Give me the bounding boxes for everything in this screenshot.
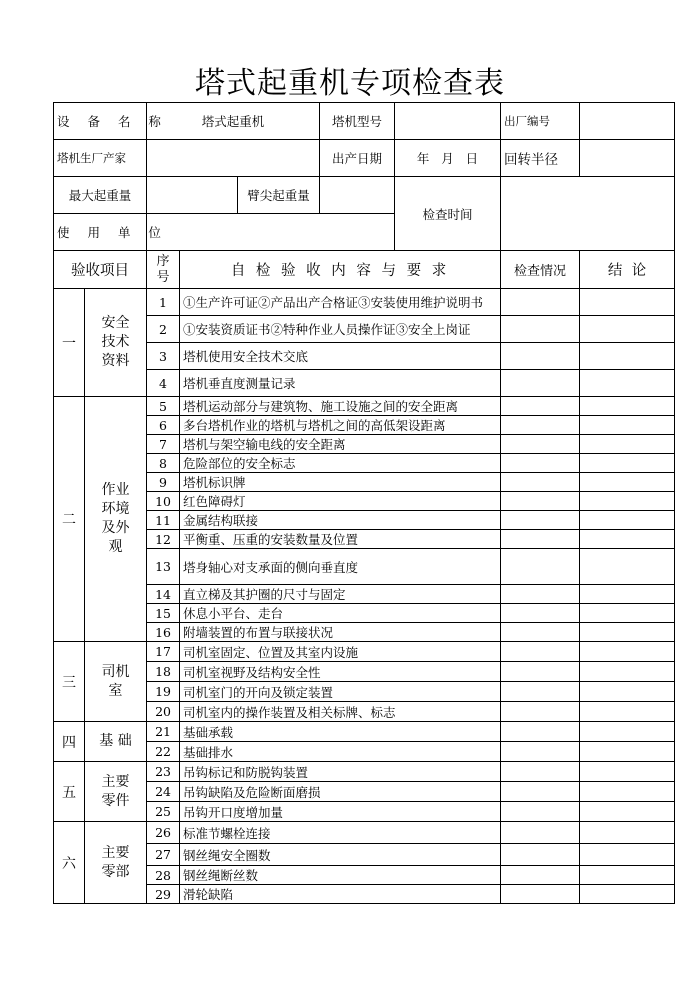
row-seq: 23	[147, 762, 180, 782]
row-conclusion-cell[interactable]	[580, 370, 675, 397]
row-requirement: 钢丝绳断丝数	[180, 866, 501, 885]
col-seq-header: 序号	[147, 251, 180, 289]
row-status-cell[interactable]	[501, 844, 580, 866]
row-conclusion-cell[interactable]	[580, 473, 675, 492]
row-requirement: 直立梯及其护圈的尺寸与固定	[180, 585, 501, 604]
row-status-cell[interactable]	[501, 604, 580, 623]
inspection-time-value[interactable]	[501, 177, 675, 251]
row-requirement: 塔机垂直度测量记录	[180, 370, 501, 397]
row-conclusion-cell[interactable]	[580, 623, 675, 642]
row-seq: 10	[147, 492, 180, 511]
row-status-cell[interactable]	[501, 511, 580, 530]
group-number: 一	[54, 289, 85, 397]
row-seq: 7	[147, 435, 180, 454]
row-seq: 20	[147, 702, 180, 722]
row-status-cell[interactable]	[501, 416, 580, 435]
table-row	[54, 416, 675, 435]
row-conclusion-cell[interactable]	[580, 844, 675, 866]
row-seq: 19	[147, 682, 180, 702]
row-conclusion-cell[interactable]	[580, 885, 675, 904]
table-row	[54, 623, 675, 642]
production-date-label: 出产日期	[320, 140, 395, 177]
row-requirement: 塔机标识牌	[180, 473, 501, 492]
equipment-name-label: 设 备 名 称	[54, 103, 147, 140]
row-status-cell[interactable]	[501, 454, 580, 473]
row-conclusion-cell[interactable]	[580, 511, 675, 530]
group-name: 主要零件	[85, 762, 147, 822]
production-date-value[interactable]: 年 月 日	[395, 140, 501, 177]
row-conclusion-cell[interactable]	[580, 492, 675, 511]
inspection-table	[53, 102, 675, 904]
row-requirement: 塔身轴心对支承面的侧向垂直度	[180, 549, 501, 585]
row-requirement: 危险部位的安全标志	[180, 454, 501, 473]
row-conclusion-cell[interactable]	[580, 662, 675, 682]
row-status-cell[interactable]	[501, 642, 580, 662]
table-row	[54, 662, 675, 682]
row-conclusion-cell[interactable]	[580, 316, 675, 343]
table-row	[54, 473, 675, 492]
col-content-header: 自 检 验 收 内 容 与 要 求	[180, 251, 501, 289]
group-name: 基 础	[85, 722, 147, 762]
row-seq: 12	[147, 530, 180, 549]
row-seq: 6	[147, 416, 180, 435]
row-status-cell[interactable]	[501, 492, 580, 511]
row-requirement: ①生产许可证②产品出产合格证③安装使用维护说明书	[180, 289, 501, 316]
row-conclusion-cell[interactable]	[580, 435, 675, 454]
row-status-cell[interactable]	[501, 530, 580, 549]
row-conclusion-cell[interactable]	[580, 397, 675, 416]
table-row	[54, 802, 675, 822]
row-seq: 15	[147, 604, 180, 623]
row-requirement: 司机室固定、位置及其室内设施	[180, 642, 501, 662]
row-conclusion-cell[interactable]	[580, 549, 675, 585]
group-number: 三	[54, 642, 85, 722]
row-status-cell[interactable]	[501, 782, 580, 802]
tip-load-label: 臂尖起重量	[238, 177, 320, 214]
user-unit-value[interactable]	[147, 214, 395, 251]
group-name: 作业环境及外观	[85, 397, 147, 642]
row-requirement: 吊钩开口度增加量	[180, 802, 501, 822]
row-status-cell[interactable]	[501, 702, 580, 722]
table-row	[54, 822, 675, 844]
table-row	[54, 604, 675, 623]
table-row	[54, 642, 675, 662]
row-requirement: 司机室门的开向及锁定装置	[180, 682, 501, 702]
row-requirement: 附墙装置的布置与联接状况	[180, 623, 501, 642]
row-status-cell[interactable]	[501, 473, 580, 492]
row-conclusion-cell[interactable]	[580, 802, 675, 822]
equipment-name-value[interactable]: 塔式起重机	[147, 103, 320, 140]
row-requirement: 基础承载	[180, 722, 501, 742]
row-conclusion-cell[interactable]	[580, 742, 675, 762]
col-status-header: 检查情况	[501, 251, 580, 289]
table-row	[54, 782, 675, 802]
row-conclusion-cell[interactable]	[580, 343, 675, 370]
group-name: 主要零部	[85, 822, 147, 904]
manufacturer-value[interactable]	[147, 140, 320, 177]
model-value[interactable]	[395, 103, 501, 140]
table-row	[54, 722, 675, 742]
row-conclusion-cell[interactable]	[580, 682, 675, 702]
table-row	[54, 885, 675, 904]
factory-no-label: 出厂编号	[501, 103, 580, 140]
table-row	[54, 370, 675, 397]
row-seq: 3	[147, 343, 180, 370]
table-row	[54, 549, 675, 585]
row-seq: 16	[147, 623, 180, 642]
row-requirement: ①安装资质证书②特种作业人员操作证③安全上岗证	[180, 316, 501, 343]
table-row	[54, 289, 675, 316]
inspection-time-label: 检查时间	[395, 177, 501, 251]
row-seq: 29	[147, 885, 180, 904]
row-status-cell[interactable]	[501, 866, 580, 885]
row-status-cell[interactable]	[501, 742, 580, 762]
row-status-cell[interactable]	[501, 885, 580, 904]
table-row	[54, 844, 675, 866]
row-seq: 24	[147, 782, 180, 802]
table-row	[54, 511, 675, 530]
row-seq: 11	[147, 511, 180, 530]
row-status-cell[interactable]	[501, 722, 580, 742]
row-seq: 5	[147, 397, 180, 416]
max-load-label: 最大起重量	[54, 177, 147, 214]
row-status-cell[interactable]	[501, 370, 580, 397]
table-row	[54, 343, 675, 370]
row-requirement: 标准节螺栓连接	[180, 822, 501, 844]
row-status-cell[interactable]	[501, 623, 580, 642]
col-item-header: 验收项目	[54, 251, 147, 289]
table-row	[54, 762, 675, 782]
row-status-cell[interactable]	[501, 762, 580, 782]
page-title: 塔式起重机专项检查表	[195, 66, 505, 101]
group-number: 六	[54, 822, 85, 904]
row-seq: 14	[147, 585, 180, 604]
row-conclusion-cell[interactable]	[580, 642, 675, 662]
row-seq: 8	[147, 454, 180, 473]
row-conclusion-cell[interactable]	[580, 702, 675, 722]
row-conclusion-cell[interactable]	[580, 822, 675, 844]
row-requirement: 滑轮缺陷	[180, 885, 501, 904]
row-conclusion-cell[interactable]	[580, 762, 675, 782]
row-conclusion-cell[interactable]	[580, 585, 675, 604]
row-conclusion-cell[interactable]	[580, 416, 675, 435]
group-name: 安全技术资料	[85, 289, 147, 397]
row-requirement: 司机室内的操作装置及相关标牌、标志	[180, 702, 501, 722]
row-seq: 27	[147, 844, 180, 866]
table-row	[54, 866, 675, 885]
group-number: 四	[54, 722, 85, 762]
row-seq: 1	[147, 289, 180, 316]
row-status-cell[interactable]	[501, 549, 580, 585]
group-name: 司机室	[85, 642, 147, 722]
row-requirement: 休息小平台、走台	[180, 604, 501, 623]
row-seq: 13	[147, 549, 180, 585]
row-requirement: 基础排水	[180, 742, 501, 762]
model-label: 塔机型号	[320, 103, 395, 140]
row-requirement: 多台塔机作业的塔机与塔机之间的高低架设距离	[180, 416, 501, 435]
row-status-cell[interactable]	[501, 822, 580, 844]
row-requirement: 吊钩缺陷及危险断面磨损	[180, 782, 501, 802]
table-row	[54, 492, 675, 511]
row-requirement: 塔机使用安全技术交底	[180, 343, 501, 370]
row-conclusion-cell[interactable]	[580, 604, 675, 623]
row-seq: 25	[147, 802, 180, 822]
table-row	[54, 742, 675, 762]
row-seq: 17	[147, 642, 180, 662]
row-requirement: 司机室视野及结构安全性	[180, 662, 501, 682]
row-requirement: 吊钩标记和防脱钩装置	[180, 762, 501, 782]
row-status-cell[interactable]	[501, 802, 580, 822]
row-requirement: 塔机与架空输电线的安全距离	[180, 435, 501, 454]
table-row	[54, 435, 675, 454]
user-unit-label: 使 用 单 位	[54, 214, 147, 251]
row-conclusion-cell[interactable]	[580, 530, 675, 549]
row-seq: 22	[147, 742, 180, 762]
row-seq: 9	[147, 473, 180, 492]
row-conclusion-cell[interactable]	[580, 722, 675, 742]
row-requirement: 塔机运动部分与建筑物、施工设施之间的安全距离	[180, 397, 501, 416]
row-seq: 26	[147, 822, 180, 844]
row-conclusion-cell[interactable]	[580, 454, 675, 473]
col-conclusion-header: 结 论	[580, 251, 675, 289]
row-seq: 28	[147, 866, 180, 885]
tip-load-value[interactable]	[320, 177, 395, 214]
table-row	[54, 585, 675, 604]
row-conclusion-cell[interactable]	[580, 289, 675, 316]
table-row	[54, 682, 675, 702]
row-conclusion-cell[interactable]	[580, 866, 675, 885]
table-row	[54, 397, 675, 416]
row-seq: 4	[147, 370, 180, 397]
slewing-radius-label: 回转半径	[501, 140, 580, 177]
row-conclusion-cell[interactable]	[580, 782, 675, 802]
group-number: 二	[54, 397, 85, 642]
row-requirement: 钢丝绳安全圈数	[180, 844, 501, 866]
row-requirement: 红色障碍灯	[180, 492, 501, 511]
manufacturer-label: 塔机生厂产家	[54, 140, 147, 177]
row-requirement: 平衡重、压重的安装数量及位置	[180, 530, 501, 549]
row-status-cell[interactable]	[501, 343, 580, 370]
row-requirement: 金属结构联接	[180, 511, 501, 530]
max-load-value[interactable]	[147, 177, 238, 214]
row-status-cell[interactable]	[501, 397, 580, 416]
row-seq: 21	[147, 722, 180, 742]
table-row	[54, 454, 675, 473]
row-seq: 18	[147, 662, 180, 682]
table-row	[54, 316, 675, 343]
table-row	[54, 530, 675, 549]
row-seq: 2	[147, 316, 180, 343]
table-row	[54, 702, 675, 722]
row-status-cell[interactable]	[501, 316, 580, 343]
row-status-cell[interactable]	[501, 585, 580, 604]
row-status-cell[interactable]	[501, 289, 580, 316]
row-status-cell[interactable]	[501, 682, 580, 702]
row-status-cell[interactable]	[501, 662, 580, 682]
factory-no-value[interactable]	[580, 103, 675, 140]
group-number: 五	[54, 762, 85, 822]
slewing-radius-value[interactable]	[580, 140, 675, 177]
row-status-cell[interactable]	[501, 435, 580, 454]
